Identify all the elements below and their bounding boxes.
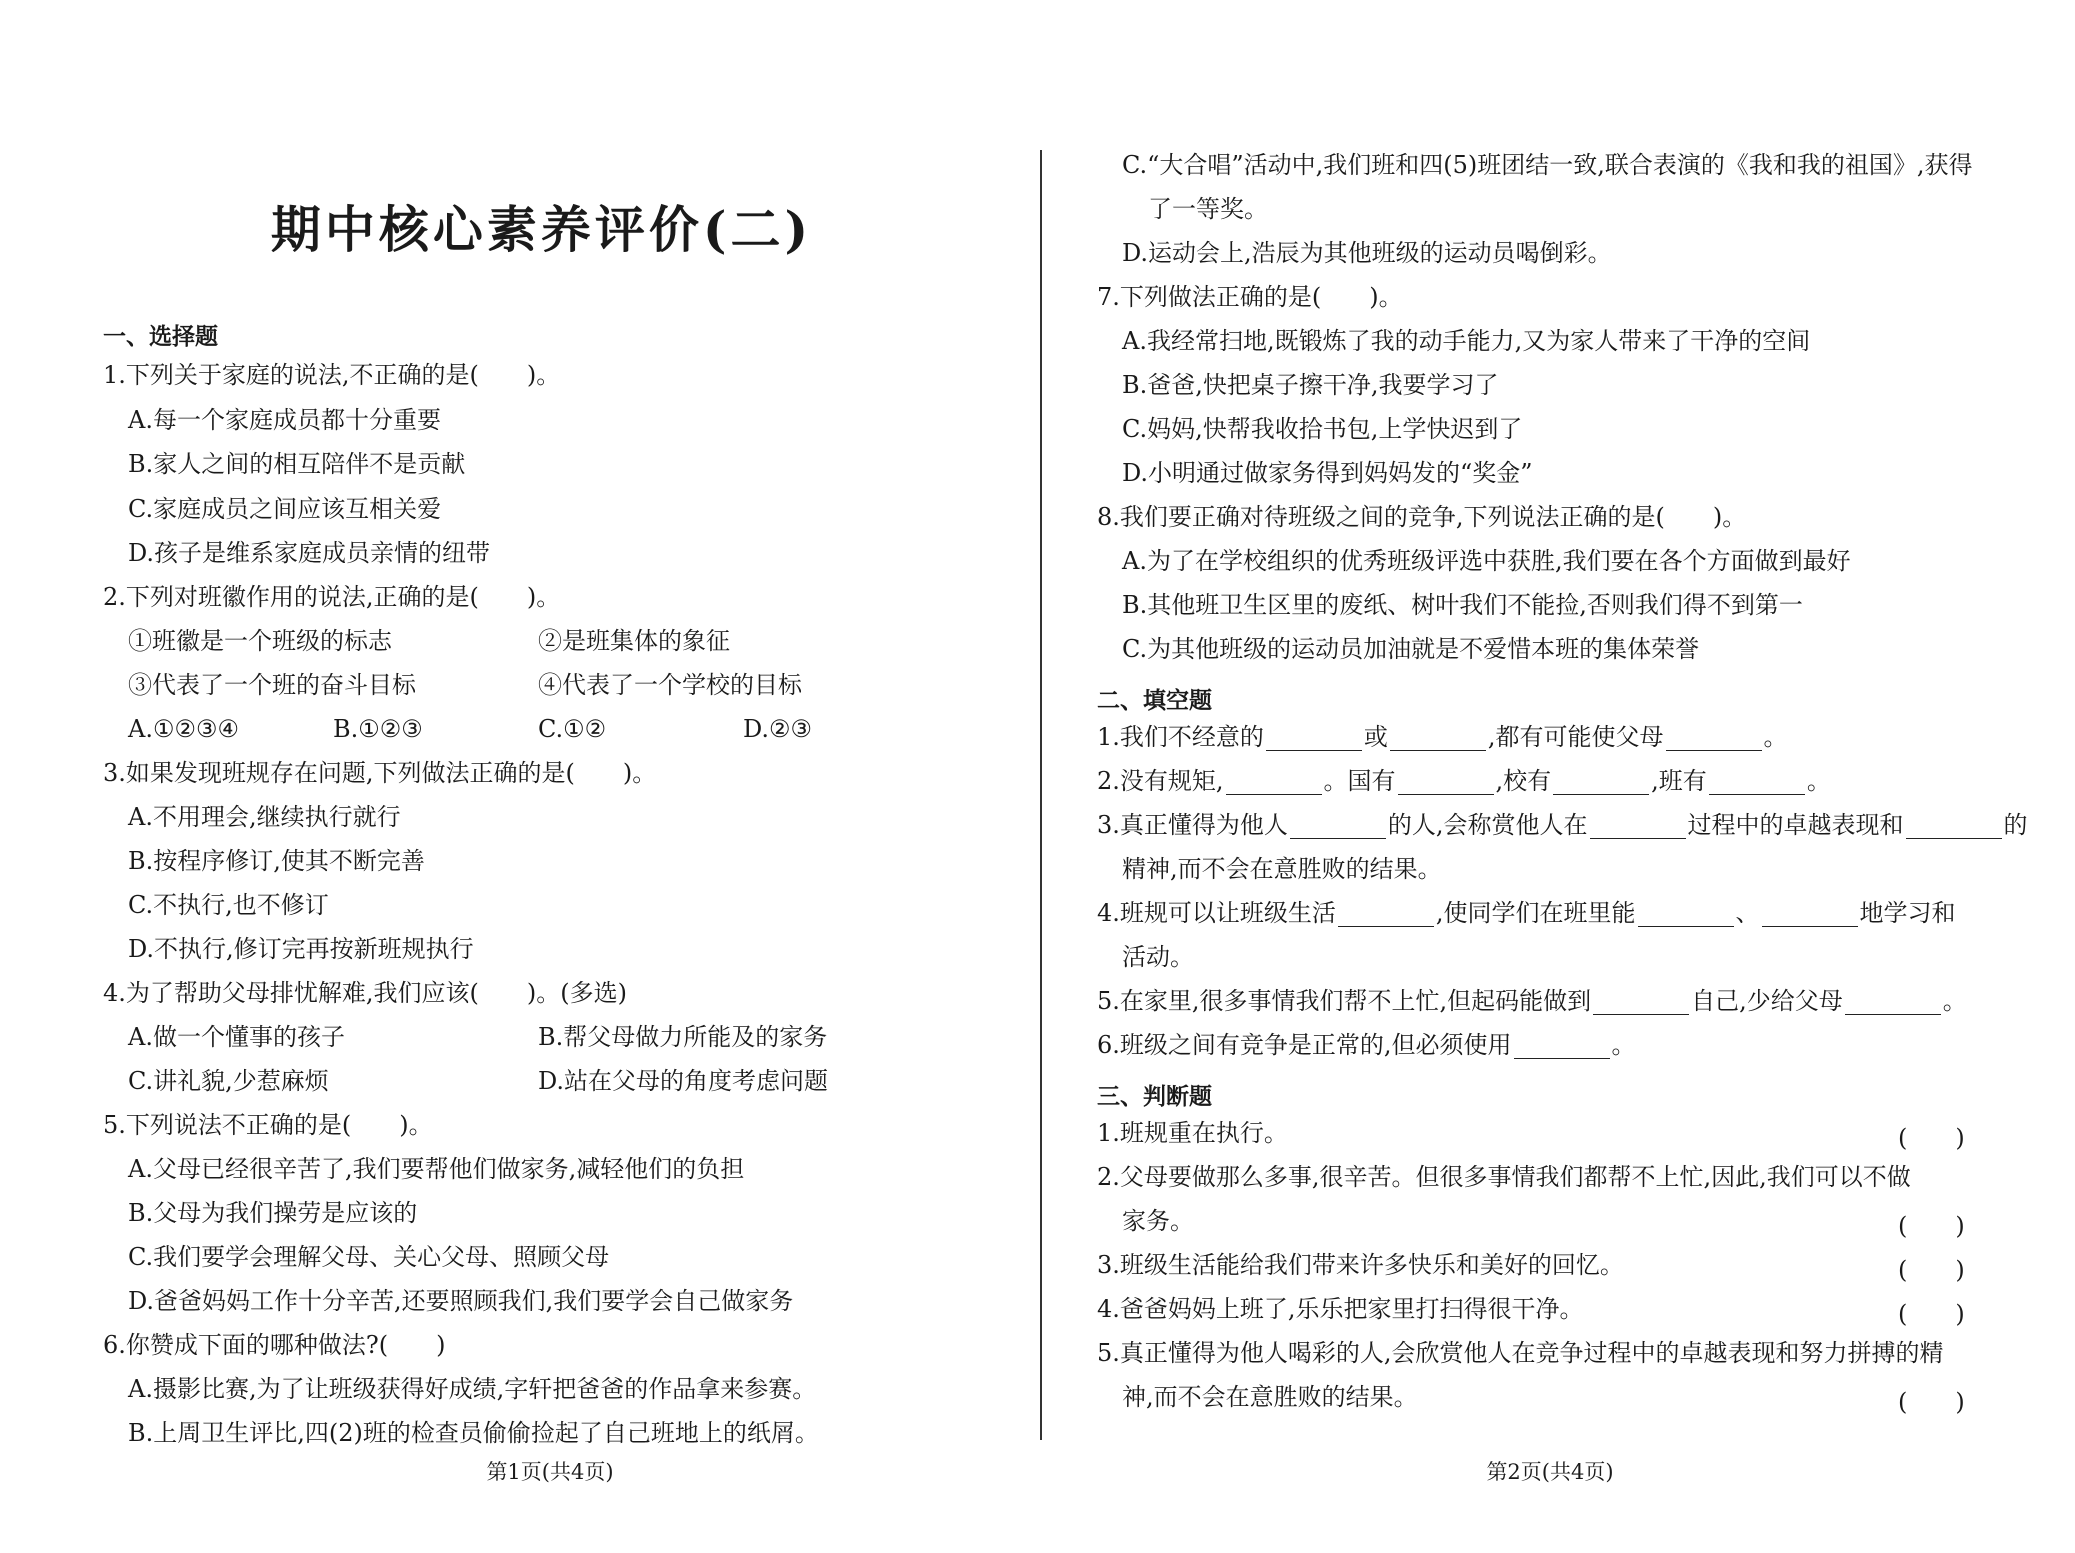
answer-paren[interactable]: ( ) bbox=[1898, 1212, 1965, 1240]
blank[interactable] bbox=[1762, 902, 1858, 927]
q1-option-d: D.孩子是维系家庭成员亲情的纽带 bbox=[128, 539, 491, 567]
q5-option-c: C.我们要学会理解父母、关心父母、照顾父母 bbox=[128, 1243, 610, 1271]
q3-option-c: C.不执行,也不修订 bbox=[128, 891, 329, 919]
section-fill-heading: 二、填空题 bbox=[1097, 688, 1212, 714]
blank[interactable] bbox=[1590, 814, 1686, 839]
blank[interactable] bbox=[1398, 770, 1494, 795]
judge-question-2-cont: 家务。 bbox=[1122, 1207, 1194, 1235]
page-2 bbox=[1040, 0, 2075, 1553]
answer-paren[interactable]: ( ) bbox=[1898, 1300, 1965, 1328]
q2-statement-2: ②是班集体的象征 bbox=[538, 627, 730, 655]
blank[interactable] bbox=[1553, 770, 1649, 795]
judge-question-5-cont: 神,而不会在意胜败的结果。 bbox=[1122, 1383, 1418, 1411]
judge-question-5: 5.真正懂得为他人喝彩的人,会欣赏他人在竞争过程中的卓越表现和努力拼搏的精 bbox=[1097, 1339, 1944, 1367]
fill-question-3: 3.真正懂得为他人 的人,会称赏他人在 过程中的卓越表现和 的 bbox=[1097, 811, 2028, 839]
q3-option-a: A.不用理会,继续执行就行 bbox=[128, 803, 401, 831]
q7-option-d: D.小明通过做家务得到妈妈发的“奖金” bbox=[1122, 459, 1533, 487]
question-4: 4.为了帮助父母排忧解难,我们应该( )。(多选) bbox=[103, 979, 627, 1007]
q2-statement-4: ④代表了一个学校的目标 bbox=[538, 671, 802, 699]
question-6: 6.你赞成下面的哪种做法?( ) bbox=[103, 1331, 446, 1359]
q8-option-c: C.为其他班级的运动员加油就是不爱惜本班的集体荣誉 bbox=[1122, 635, 1700, 663]
blank[interactable] bbox=[1709, 770, 1805, 795]
answer-paren[interactable]: ( ) bbox=[1898, 1124, 1965, 1152]
fill-question-2: 2.没有规矩, 。国有 ,校有 ,班有 。 bbox=[1097, 767, 1831, 795]
q3-option-b: B.按程序修订,使其不断完善 bbox=[128, 847, 425, 875]
judge-question-4: 4.爸爸妈妈上班了,乐乐把家里打扫得很干净。 bbox=[1097, 1295, 1584, 1323]
q4-option-d: D.站在父母的角度考虑问题 bbox=[538, 1067, 829, 1095]
q2-statement-1: ①班徽是一个班级的标志 bbox=[128, 627, 392, 655]
q6-option-a: A.摄影比赛,为了让班级获得好成绩,字轩把爸爸的作品拿来参赛。 bbox=[128, 1375, 817, 1403]
q3-option-d: D.不执行,修订完再按新班规执行 bbox=[128, 935, 474, 963]
q5-option-a: A.父母已经很辛苦了,我们要帮他们做家务,减轻他们的负担 bbox=[128, 1155, 745, 1183]
question-1: 1.下列关于家庭的说法,不正确的是( )。 bbox=[103, 361, 561, 389]
judge-question-3: 3.班级生活能给我们带来许多快乐和美好的回忆。 bbox=[1097, 1251, 1624, 1279]
blank[interactable] bbox=[1638, 902, 1734, 927]
q7-option-a: A.我经常扫地,既锻炼了我的动手能力,又为家人带来了干净的空间 bbox=[1122, 327, 1811, 355]
q7-option-b: B.爸爸,快把桌子擦干净,我要学习了 bbox=[1122, 371, 1499, 399]
blank[interactable] bbox=[1514, 1034, 1610, 1059]
fill-question-3-cont: 精神,而不会在意胜败的结果。 bbox=[1122, 855, 1442, 883]
q6-option-c-cont: 了一等奖。 bbox=[1148, 195, 1268, 223]
q4-option-a: A.做一个懂事的孩子 bbox=[128, 1023, 345, 1051]
page-2-footer: 第2页(共4页) bbox=[1486, 1460, 1614, 1484]
page-1-footer: 第1页(共4页) bbox=[486, 1460, 614, 1484]
question-7: 7.下列做法正确的是( )。 bbox=[1097, 283, 1403, 311]
q1-option-b: B.家人之间的相互陪伴不是贡献 bbox=[128, 450, 466, 478]
q4-option-c: C.讲礼貌,少惹麻烦 bbox=[128, 1067, 329, 1095]
section-judge-heading: 三、判断题 bbox=[1097, 1084, 1212, 1110]
question-5: 5.下列说法不正确的是( )。 bbox=[103, 1111, 433, 1139]
q5-option-b: B.父母为我们操劳是应该的 bbox=[128, 1199, 418, 1227]
blank[interactable] bbox=[1845, 990, 1941, 1015]
q7-option-c: C.妈妈,快帮我收拾书包,上学快迟到了 bbox=[1122, 415, 1523, 443]
blank[interactable] bbox=[1906, 814, 2002, 839]
q2-option-b: B.①②③ bbox=[333, 715, 423, 743]
q2-option-c: C.①② bbox=[538, 715, 607, 743]
q1-option-a: A.每一个家庭成员都十分重要 bbox=[128, 406, 441, 434]
q6-option-c: C.“大合唱”活动中,我们班和四(5)班团结一致,联合表演的《我和我的祖国》,获得 bbox=[1122, 151, 1973, 179]
question-3: 3.如果发现班规存在问题,下列做法正确的是( )。 bbox=[103, 759, 657, 787]
q8-option-a: A.为了在学校组织的优秀班级评选中获胜,我们要在各个方面做到最好 bbox=[1122, 547, 1851, 575]
fill-question-5: 5.在家里,很多事情我们帮不上忙,但起码能做到 自己,少给父母 。 bbox=[1097, 987, 1967, 1015]
judge-question-2: 2.父母要做那么多事,很辛苦。但很多事情我们都帮不上忙,因此,我们可以不做 bbox=[1097, 1163, 1911, 1191]
section-choice-heading: 一、选择题 bbox=[103, 324, 218, 350]
q1-option-c: C.家庭成员之间应该互相关爱 bbox=[128, 495, 442, 523]
fill-question-4: 4.班规可以让班级生活 ,使同学们在班里能 、 地学习和 bbox=[1097, 899, 1956, 927]
q6-option-d: D.运动会上,浩辰为其他班级的运动员喝倒彩。 bbox=[1122, 239, 1612, 267]
question-2: 2.下列对班徽作用的说法,正确的是( )。 bbox=[103, 583, 561, 611]
answer-paren[interactable]: ( ) bbox=[1898, 1388, 1965, 1416]
q2-statement-3: ③代表了一个班的奋斗目标 bbox=[128, 671, 416, 699]
fill-question-6: 6.班级之间有竞争是正常的,但必须使用 。 bbox=[1097, 1031, 1636, 1059]
blank[interactable] bbox=[1666, 726, 1762, 751]
q2-option-d: D.②③ bbox=[743, 715, 813, 743]
blank[interactable] bbox=[1290, 814, 1386, 839]
blank[interactable] bbox=[1390, 726, 1486, 751]
q2-option-a: A.①②③④ bbox=[128, 715, 240, 743]
question-8: 8.我们要正确对待班级之间的竞争,下列说法正确的是( )。 bbox=[1097, 503, 1747, 531]
q4-option-b: B.帮父母做力所能及的家务 bbox=[538, 1023, 828, 1051]
q8-option-b: B.其他班卫生区里的废纸、树叶我们不能捡,否则我们得不到第一 bbox=[1122, 591, 1803, 619]
exam-title: 期中核心素养评价(二) bbox=[270, 200, 813, 259]
q6-option-b: B.上周卫生评比,四(2)班的检查员偷偷捡起了自己班地上的纸屑。 bbox=[128, 1419, 819, 1447]
blank[interactable] bbox=[1226, 770, 1322, 795]
fill-question-4-cont: 活动。 bbox=[1122, 943, 1194, 971]
q5-option-d: D.爸爸妈妈工作十分辛苦,还要照顾我们,我们要学会自己做家务 bbox=[128, 1287, 794, 1315]
answer-paren[interactable]: ( ) bbox=[1898, 1256, 1965, 1284]
judge-question-1: 1.班规重在执行。 bbox=[1097, 1119, 1288, 1147]
blank[interactable] bbox=[1338, 902, 1434, 927]
blank[interactable] bbox=[1266, 726, 1362, 751]
fill-question-1: 1.我们不经意的 或 ,都有可能使父母 。 bbox=[1097, 723, 1788, 751]
blank[interactable] bbox=[1593, 990, 1689, 1015]
